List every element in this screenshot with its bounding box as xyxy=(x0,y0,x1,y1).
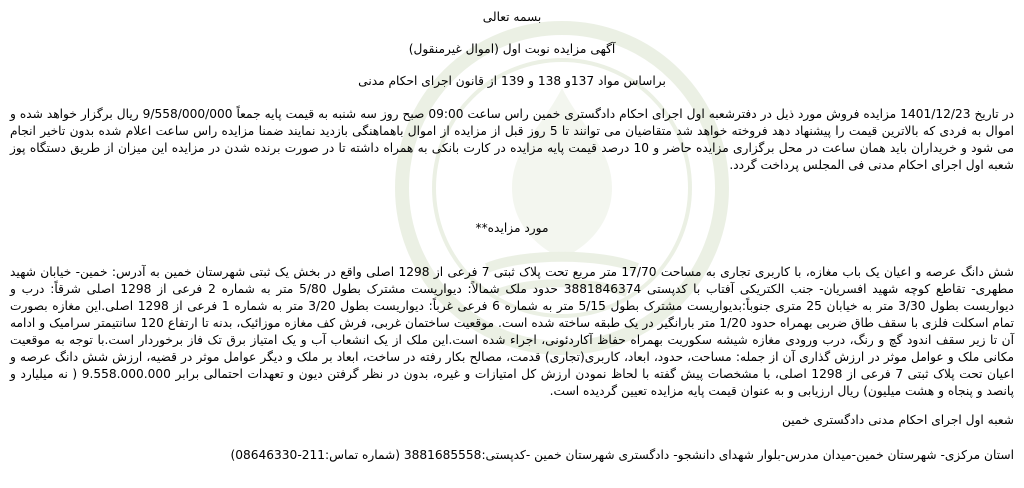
legal-basis-line: براساس مواد 137و 138 و 139 از قانون اجرای احکام مدنی xyxy=(358,74,666,88)
auction-terms-paragraph: در تاریخ 1401/12/23 مزایده فروش مورد ذیل در دفترشعبه اول اجرای احکام دادگستری خمین راس ساعت 09:00 صبح روز سه شنبه به قیمت پایه جمعاً 9/558/000/000 ریال برگزار خواهد شده و اموال به فردی که بالاترین قیمت را پیشنهاد دهد فروخته خواهد شد متقاضیان می توانند تا 5 روز قبل از مزایده از اموال باهماهنگی بازدید نمایند ضمنا مزایده راس ساعت اعلام شده بدون تاخیر انجام می شود و خریداران باید همان ساعت در محل برگزاری مزایده حاضر و 10 درصد قیمت پایه مزایده در کارت بانکی به همراه داشته تا در صورت برنده شدن در مزایده این میزان از طریق دستگاه پوز شعبه اول اجرای احکام مدنی فی المجلس پرداخت گردد. xyxy=(10,107,1014,172)
address-line: استان مرکزی- شهرستان خمین-میدان مدرس-بلوار شهدای دانشجو- دادگستری شهرستان خمین -کدپستی:3881685558 (شماره تماس:211-08646330) xyxy=(230,448,1014,462)
bismillah-line: بسمه تعالی xyxy=(482,10,542,24)
notice-title: آگهی مزایده نوبت اول (اموال غیرمنقول) xyxy=(408,42,616,56)
auction-subject-heading: مورد مزایده** xyxy=(475,221,549,235)
auction-notice xyxy=(10,6,1014,464)
property-description-paragraph: شش دانگ عرصه و اعیان یک باب مغازه، با کاربری تجاری به مساحت 17/70 متر مربع تحت پلاک ثبتی 7 فرعی از 1298 اصلی واقع در بخش یک ثبتی شهرستان خمین به آدرس: خمین- خیابان شهید مطهری- تقاطع کوچه شهید افسریان- جنب الکتریکی آفتاب با کدپستی 3881846374 حدود ملک شمالاً: دیواریست مشترک بطول 5/80 متر به شماره 2 فرعی از 1298 اصلی شرقاً: درب و دیواریست بطول 3/30 متر به خیابان 25 متری جنوباً:بدیواریست مشترک بطول 5/15 متر به شماره 6 فرعی غرباً: دیواریست بطول 3/20 متر به شماره 1 فرعی از 1298 اصلی.این مغازه بصورت تمام اسکلت فلزی با سقف طاق ضربی بهمراه حدود 1/20 متر بارانگیر در یک طبقه ساخته شده است. موقعیت ساختمان غربی، فرش کف مغازه موزائیک، بدنه تا ارتفاع 120 سانتیمتر سرامیک و ادامه آن تا زیر سقف اندود گچ و رنگ، درب ورودی مغازه شیشه سکوریت بهمراه حفاظ آکاردئونی، اجراء شده است.این ملک از یک انشعاب آب و یک امتیاز برق تک فاز برخوردار است.با توجه به موقعیت مکانی ملک و عوامل موثر در ارزش گذاری آن از جمله: مساحت، حدود، ابعاد، کاربری(تجاری) قدمت، مصالح بکار رفته در ساخت، ابعاد بر ملک و دیگر عوامل موثر در قضیه، ارزش شش دانگ عرصه و اعیان تحت پلاک ثبتی 7 فرعی از 1298 اصلی، با مشخصات پیش گفته با لحاظ نمودن ارزش کل امتیازات و غیره، بدون در نظر گرفتن دیون و تعهدات احتمالی برابر 9.558.000.000 ( نه میلیارد و پانصد و پنجاه و هشت میلیون) ریال ارزیابی و به عنوان قیمت پایه مزایده تعیین گردیده است. xyxy=(10,265,1015,398)
issuer-line: شعبه اول اجرای احکام مدنی دادگستری خمین xyxy=(781,413,1014,427)
